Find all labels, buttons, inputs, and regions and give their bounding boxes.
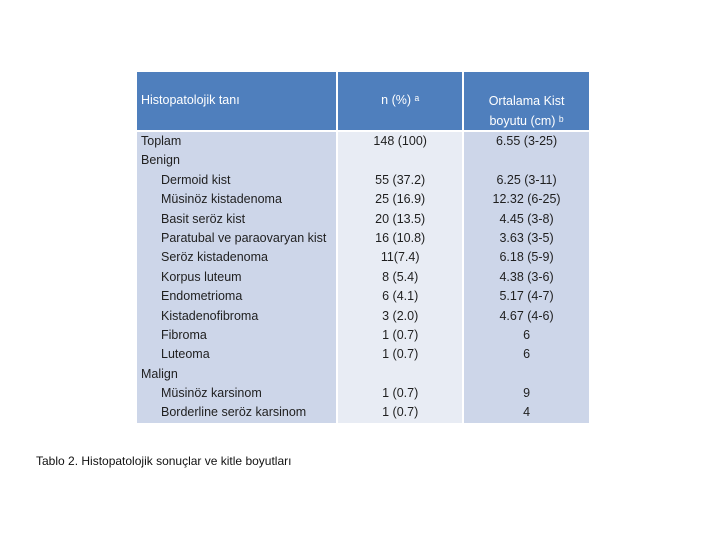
row-label: Müsinöz karsinom (161, 386, 262, 401)
header-size (462, 72, 589, 130)
row-label: Korpus luteum (161, 269, 242, 284)
table-header (137, 72, 589, 130)
cell-count: 1 (0.7) (382, 405, 419, 420)
cell-count: 1 (0.7) (382, 327, 419, 342)
row-label: Kistadenofibroma (161, 308, 259, 323)
row-label-toplam: Toplam (141, 134, 182, 148)
cell-size: 6 (523, 347, 531, 362)
row-label: Luteoma (161, 347, 210, 362)
header-diagnosis: Histopatolojik tanı (141, 93, 240, 107)
cell-count: 1 (0.7) (382, 347, 419, 362)
cell-count-toplam: 148 (100) (373, 134, 427, 148)
cell-size-toplam: 6.55 (3-25) (495, 134, 558, 148)
cell-size: 6.25 (3-11) (496, 172, 557, 187)
cell-count: 3 (2.0) (382, 308, 419, 323)
row-label: Basit seröz kist (161, 211, 246, 226)
diagnosis-column (137, 132, 336, 423)
cell-count: 8 (5.4) (382, 269, 419, 284)
cell-count: 1 (0.7) (382, 386, 419, 401)
row-label-benign: Benign (141, 153, 180, 168)
histopathology-table (137, 72, 589, 423)
row-label: Borderline seröz karsinom (161, 405, 307, 420)
cell-count: 11(7.4) (380, 250, 420, 265)
cell-size: 5.17 (4-7) (499, 289, 554, 304)
cell-count: 55 (37.2) (375, 172, 426, 187)
row-label-malign: Malign (141, 366, 178, 381)
table-body (137, 132, 589, 423)
cell-size: 6.18 (5-9) (499, 250, 554, 265)
cell-size: 9 (523, 386, 531, 401)
cell-count: 25 (16.9) (375, 192, 426, 207)
row-label: Paratubal ve paraovaryan kist (161, 230, 327, 245)
row-label: Müsinöz kistadenoma (161, 192, 282, 207)
header-size-line2: boyutu (cm) ᵇ (489, 114, 564, 128)
row-label: Dermoid kist (161, 172, 231, 187)
cell-size: 12.32 (6-25) (492, 192, 561, 207)
cell-size: 6 (523, 327, 531, 342)
row-label: Fibroma (161, 327, 207, 342)
size-column (462, 132, 589, 423)
row-label: Endometrioma (161, 289, 243, 304)
header-count: n (%) ᵃ (336, 72, 462, 130)
cell-size: 4.45 (3-8) (499, 211, 554, 226)
cell-count: 16 (10.8) (375, 230, 426, 245)
cell-size: 3.63 (3-5) (499, 230, 554, 245)
cell-size: 4.38 (3-6) (499, 269, 554, 284)
cell-count: 20 (13.5) (375, 211, 426, 226)
cell-size: 4 (523, 405, 531, 420)
count-column (336, 132, 462, 423)
cell-count: 6 (4.1) (382, 289, 419, 304)
header-size-line1: Ortalama Kist (488, 94, 565, 108)
cell-size: 4.67 (4-6) (499, 308, 554, 323)
table-caption: Tablo 2. Histopatolojik sonuçlar ve kitle boyutları (36, 454, 292, 468)
row-label: Seröz kistadenoma (161, 250, 269, 265)
